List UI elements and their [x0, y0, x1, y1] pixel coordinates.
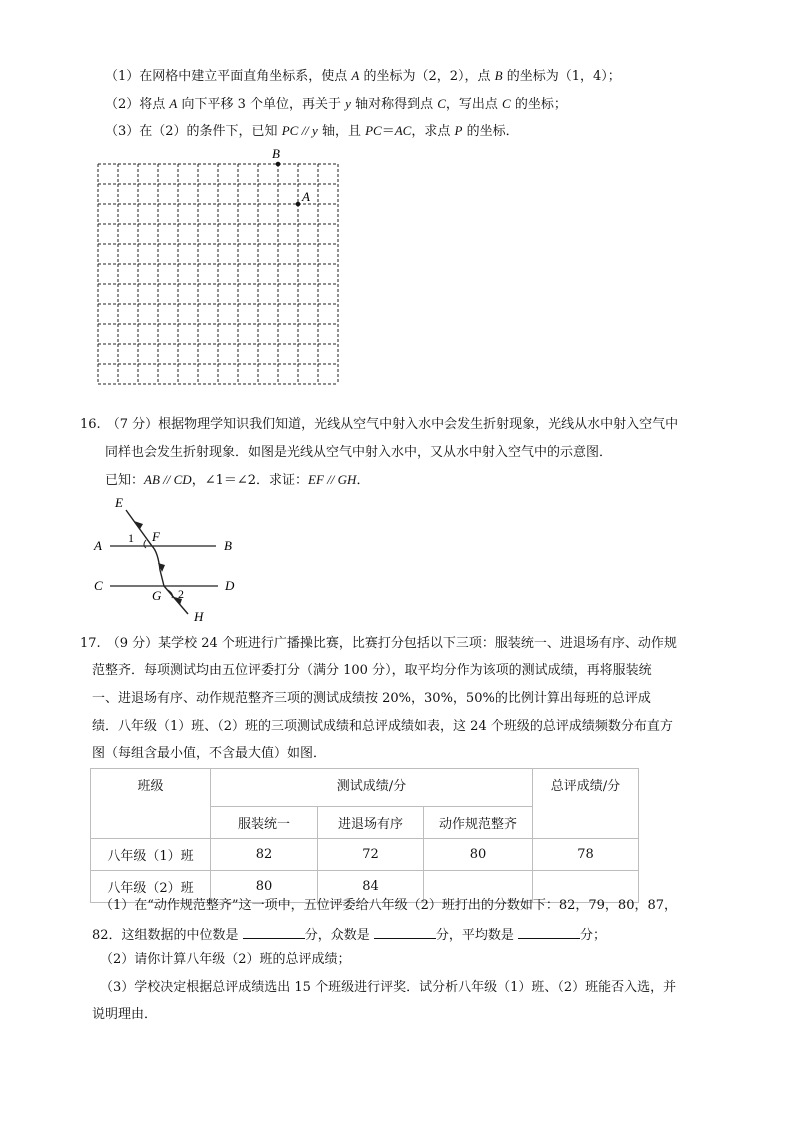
score-uniform: 82 — [211, 839, 318, 871]
score-movement: 80 — [424, 839, 533, 871]
q15-part2: （2）将点 A 向下平移 3 个单位，再关于 y 轴对称得到点 C，写出点 C 的坐标； — [105, 96, 567, 112]
label-b: B — [224, 538, 232, 553]
q16-given: 已知：AB // CD，∠1＝∠2．求证：EF // GH． — [105, 472, 370, 488]
label-e: E — [115, 495, 123, 510]
coordinate-grid-figure — [92, 144, 344, 400]
label-h: H — [194, 609, 204, 624]
header-entry-exit: 进退场有序 — [318, 807, 424, 839]
q16-line1: 16. （7 分）根据物理学知识我们知道，光线从空气中射入水中会发生折射现象，光线从水中射入空气中 — [80, 417, 679, 432]
point-a — [296, 202, 301, 207]
class-name: 八年级（2）班 — [91, 871, 211, 903]
q17-part3-line2: 说明理由． — [92, 1007, 158, 1022]
q17-line4: 绩．八年级（1）班、（2）班的三项测试成绩和总评成绩如表，这 24 个班级的总评成绩频数分布直方 — [92, 719, 673, 734]
header-test-scores: 测试成绩/分 — [211, 769, 533, 807]
q15-part1: （1）在网格中建立平面直角坐标系，使点 A 的坐标为（2，2），点 B 的坐标为（1，4）； — [105, 68, 621, 84]
q15-part3: （3）在（2）的条件下，已知 PC // y 轴，且 PC＝AC，求点 P 的坐标． — [105, 123, 519, 139]
angle-1-arc — [144, 540, 146, 548]
header-uniform: 服装统一 — [211, 807, 318, 839]
score-entry-exit: 84 — [318, 871, 424, 903]
score-total: 78 — [533, 839, 639, 871]
answer-blank-median[interactable] — [243, 924, 305, 939]
q17-part1-line2: 82．这组数据的中位数是 分，众数是 分，平均数是 分； — [92, 924, 606, 946]
q17-part3-line1: （3）学校决定根据总评成绩选出 15 个班级进行评奖．试分析八年级（1）班、（2）班能否入选，并 — [100, 980, 677, 995]
score-uniform: 80 — [211, 871, 318, 903]
label-angle-1: 1 — [128, 531, 134, 545]
label-g: G — [152, 588, 162, 603]
header-total-score: 总评成绩/分 — [533, 769, 639, 839]
label-a: A — [302, 189, 310, 204]
point-b — [276, 162, 281, 167]
label-angle-2: 2 — [178, 587, 184, 601]
answer-blank-mean[interactable] — [518, 924, 580, 939]
refraction-figure — [88, 490, 248, 625]
label-d: D — [225, 578, 235, 593]
label-c: C — [94, 578, 103, 593]
q17-line5: 图（每组含最小值，不含最大值）如图． — [92, 746, 327, 761]
header-movement: 动作规范整齐 — [424, 807, 533, 839]
q17-line2: 范整齐．每项测试均由五位评委打分（满分 100 分），取平均分作为该项的测试成绩，再将服装统 — [92, 663, 652, 678]
score-entry-exit: 72 — [318, 839, 424, 871]
label-a: A — [94, 538, 102, 553]
q17-line1: 17. （9 分）某学校 24 个班进行广播操比赛，比赛打分包括以下三项：服装统一、进退场有序、动作规 — [80, 636, 677, 651]
label-b: B — [272, 146, 280, 161]
header-class: 班级 — [91, 769, 211, 839]
label-f: F — [152, 529, 160, 544]
answer-blank-mode[interactable] — [374, 924, 436, 939]
table-row — [91, 839, 639, 871]
q17-part1-line1: （1）在“动作规范整齐”这一项中，五位评委给八年级（2）班打出的分数如下：82，79，80，87， — [100, 898, 678, 913]
q17-part2: （2）请你计算八年级（2）班的总评成绩； — [100, 952, 351, 967]
q16-line2: 同样也会发生折射现象．如图是光线从空气中射入水中，又从水中射入空气中的示意图． — [105, 445, 613, 460]
scores-table — [90, 768, 639, 903]
q17-line3: 一、进退场有序、动作规范整齐三项的测试成绩按 20%，30%，50%的比例计算出每班的总评成 — [92, 691, 651, 706]
class-name: 八年级（1）班 — [91, 839, 211, 871]
